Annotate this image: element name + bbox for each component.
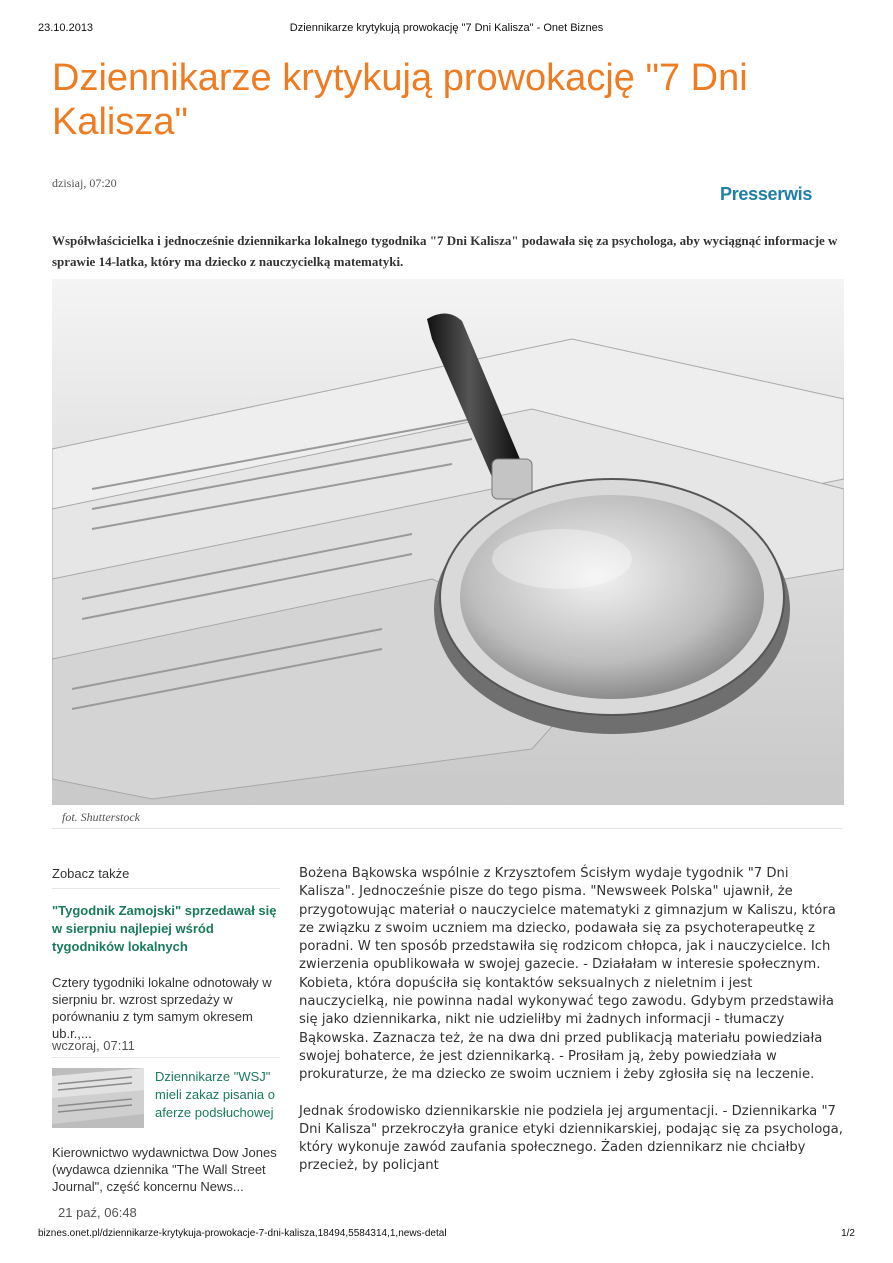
article-lead: Współwłaścicielka i jednocześnie dziennikarka lokalnego tygodnika "7 Dni Kalisza" podawała się za psychologa, aby wyciągnąć informacje w sprawie 14-latka, który ma dziecko z nauczycielką matematyki.	[52, 233, 838, 269]
related-article-time: wczoraj, 07:11	[52, 1038, 135, 1053]
sidebar-divider	[52, 888, 280, 889]
divider	[52, 828, 842, 829]
sidebar-divider	[52, 1057, 280, 1058]
page-number: 1/2	[841, 1228, 855, 1239]
magnifier-newspapers-illustration	[52, 279, 844, 805]
publish-time: dzisiaj, 07:20	[52, 176, 117, 190]
related-article-description: Cztery tygodniki lokalne odnotowały w sierpniu br. wzrost sprzedaży w porównaniu z tym samym okresem ub.r.,...	[52, 975, 272, 1041]
photo-caption: fot. Shutterstock	[62, 810, 140, 824]
related-article-link[interactable]: Dziennikarze "WSJ" mieli zakaz pisania o aferze podsłuchowej	[155, 1069, 275, 1120]
print-date: 23.10.2013	[38, 22, 94, 34]
related-article-link[interactable]: "Tygodnik Zamojski" sprzedawał się w sierpniu najlepiej wśród tygodników lokalnych	[52, 903, 277, 954]
article-body	[299, 865, 844, 1194]
print-page-title: Dziennikarze krytykują prowokację "7 Dni Kalisza" - Onet Biznes	[289, 22, 604, 34]
related-article-thumbnail[interactable]	[52, 1068, 144, 1128]
body-paragraph: Jednak środowisko dziennikarskie nie podziela jej argumentacji. - Dziennikarka "7 Dni Kalisza" przekroczyła granice etyki dziennikarskiej, podając się za psychologa, który wykonuje zawód zaufania społecznego. Żaden dziennikarz nie chciałby przecież, by policjant	[299, 1103, 843, 1174]
related-article-description: Kierownictwo wydawnictwa Dow Jones (wydawca dziennika "The Wall Street Journal", część koncernu News...	[52, 1145, 277, 1194]
source-logo[interactable]: Presserwis	[720, 184, 813, 204]
print-url: biznes.onet.pl/dziennikarze-krytykuja-prowokacje-7-dni-kalisza,18494,5584314,1,news-detal	[38, 1228, 447, 1239]
related-heading: Zobacz także	[52, 866, 130, 881]
body-paragraph: Bożena Bąkowska wspólnie z Krzysztofem Ścisłym wydaje tygodnik "7 Dni Kalisza". Jednocześnie pisze do tego pisma. "Newsweek Polska" ujawnił, że przygotowując materiał o nauczycielce matematyki z gimnazjum w Kaliszu, która ze związku z swoim uczniem ma dziecko, podawała się za psychoterapeutkę z poradni. W ten sposób przedstawiła się rodzicom chłopca, jak i nauczycielce. Ich zwierzenia opublikowała w swojej gazecie. - Działałam w interesie społecznym. Kobieta, która dopuściła się kontaktów seksualnych z nieletnim i jest nauczycielką, nie powinna nadal wykonywać tego zawodu. Gdybym przedstawiła się jako dziennikarka, nikt nie udzieliłby mi żadnych informacji - tłumaczy Bąkowska. Zaznacza też, że na dwa dni przed publikacją materiału powiedziała swojej bohaterce, że jest dziennikarką. - Prosiłam ją, żeby powiedziała w prokuraturze, że ma dziecko ze swoim uczniem i żeby zgłosiła się na leczenie.	[299, 866, 836, 1083]
newspaper-thumbnail-image	[52, 1068, 144, 1128]
article-photo	[52, 279, 844, 805]
related-article-time: 21 paź, 06:48	[58, 1205, 137, 1220]
article-title: Dziennikarze krytykują prowokację "7 Dni Kalisza"	[52, 57, 748, 143]
